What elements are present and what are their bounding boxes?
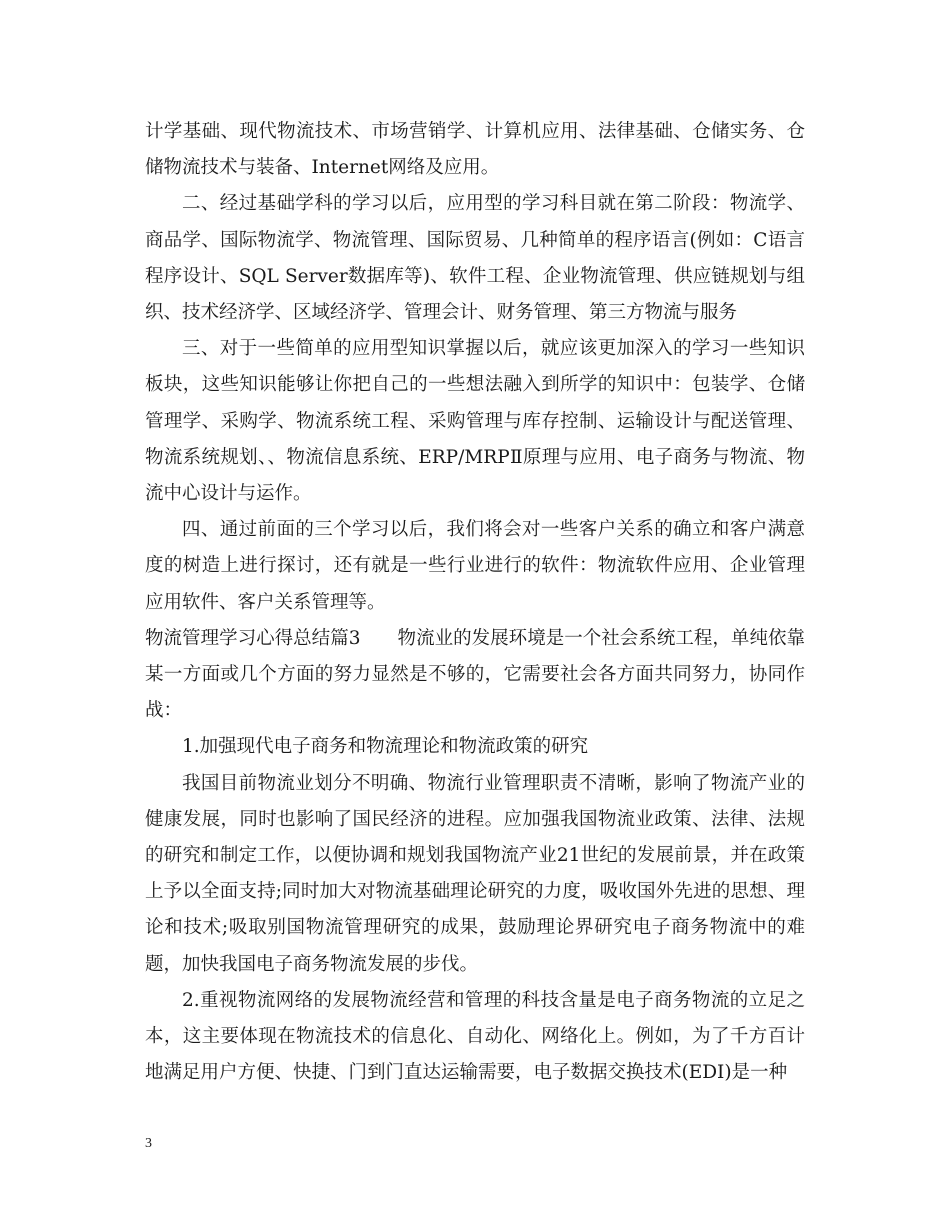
paragraph-1: 计学基础、现代物流技术、市场营销学、计算机应用、法律基础、仓储实务、仓储物流技术与装备、Internet网络及应用。 (145, 121, 805, 179)
paragraph-4: 四、通过前面的三个学习以后，我们将会对一些客户关系的确立和客户满意度的树造上进行探讨，还有就是一些行业进行的软件：物流软件应用、企业管理应用软件、客户关系管理等。 (145, 519, 805, 613)
paragraph-8: 2.重视物流网络的发展物流经营和管理的科技含量是电子商务物流的立足之本，这主要体现在物流技术的信息化、自动化、网络化上。例如，为了千方百计地满足用户方便、快捷、门到门直达运输需要，电子数据交换技术(EDI)是一种 (145, 989, 805, 1084)
page-number: 3 (145, 1136, 152, 1151)
paragraph-6-subheading: 1.加强现代电子商务和物流理论和物流政策的研究 (182, 736, 589, 758)
paragraph-3: 三、对于一些简单的应用型知识掌握以后，就应该更加深入的学习一些知识板块，这些知识能够让你把自己的一些想法融入到所学的知识中：包装学、仓储管理学、采购学、物流系统工程、采购管理与库存控制、运输设计与配送管理、物流系统规划、、物流信息系统、ERP/MRPⅡ原理与应用、电子商务与物流、物流中心设计与运作。 (145, 338, 805, 505)
paragraph-5-section-heading: 物流管理学习心得总结篇3 物流业的发展环境是一个社会系统工程，单纯依靠某一方面或几个方面的努力显然是不够的，它需要社会各方面共同努力，协同作战： (145, 627, 805, 722)
paragraph-2: 二、经过基础学科的学习以后，应用型的学习科目就在第二阶段：物流学、商品学、国际物流学、物流管理、国际贸易、几种简单的程序语言(例如：C语言程序设计、SQL Server数据库等)、软件工程、企业物流管理、供应链规划与组织、技术经济学、区域经济学、管理会计、财务管理、第三方物流与服务 (145, 193, 805, 324)
paragraph-7: 我国目前物流业划分不明确、物流行业管理职责不清晰，影响了物流产业的健康发展，同时也影响了国民经济的进程。应加强我国物流业政策、法律、法规的研究和制定工作，以便协调和规划我国物流产业21世纪的发展前景，并在政策上予以全面支持;同时加大对物流基础理论研究的力度，吸收国外先进的思想、理论和技术;吸取别国物流管理研究的成果，鼓励理论界研究电子商务物流中的难题，加快我国电子商务物流发展的步伐。 (145, 772, 805, 975)
document-body (145, 114, 805, 1091)
